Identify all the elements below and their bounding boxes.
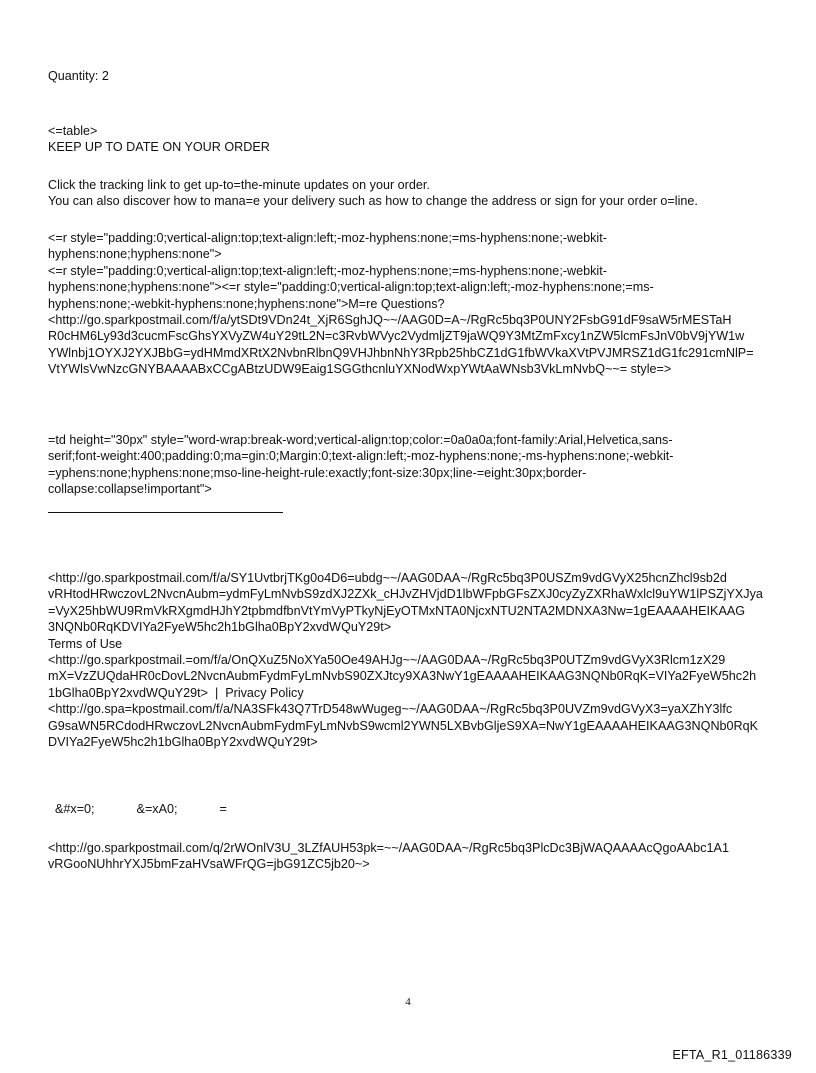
footer-links-block: <http://go.sparkpostmail.com/f/a/SY1UvtbrjTKg0o4D6=ubdg~~/AAG0DAA~/RgRc5bq3P0USZm9vdGVyX25hcnZhcl9sb2d vRHtodHRwczovL2NvcnAubm=ydmFyLmNvbS9zdXJ2ZXk_cHJvZHVjdD1lbWFpbGFsZXJ0cyZyZXRhaWxlcl9uYW1lPSZjYXJya =VyX25hbWU9RmVkRXgmdHJhY2tpbmdfbnVtYmVyPTkyNjEyOTMxNTA0NjcxNTU2NTA2MDNXA3Nw=1gEAAAAHEIKAAG 3NQNb0RqKDVIYa2FyeW5hc2h1bGlha0BpY2xvdWQuY29t> Terms of Use <http://go.sparkpostmail.=om/f/a/OnQXuZ5NoXYa50Oe49AHJg~~/AAG0DAA~/RgRc5bq3P0UTZm9vdGVyX3Rlcm1zX29 mX=VzZUQdaHR0cDovL2NvcnAubmFydmFyLmNvbS90ZXJtcy9XA3NwY1gEAAAAHEIKAAG3NQNb0RqK=VIYa2FyeW5hc2h 1bGlha0BpY2xvdWQuY29t> | Privacy Policy <http://go.spa=kpostmail.com/f/a/NA3SFk43Q7TrD548wWugeg~~/AAG0DAA~/RgRc5bq3P0UVZm9vdGVyX3=yaXZhY3lfc G9saWN5RCdodHRwczovL2NvcnAubmFydmFyLmNvbS9wcml2YWN5LXBvbGljeS9XA=NwY1gEAAAAHEIKAAG3NQNb0RqK DVIYa2FyeW5hc2h1bGlha0BpY2xvdWQuY29t> xyxy=(48,571,763,750)
bates-number: EFTA_R1_01186339 xyxy=(672,1048,792,1062)
td-markup-block: =td height="30px" style="word-wrap:break-word;vertical-align:top;color:=0a0a0a;font-family:Arial,Helvetica,sans- serif;font-weight:400;padding:0;ma=gin:0;Margin:0;text-align:left;-moz-hyphens:none;-ms-hyphens:none;-webkit- =yphens:none;hyphens:none;mso-line-height-rule:exactly;font-size:30px;line-=eight:30px;border- collapse:collapse!important"> xyxy=(48,433,674,497)
html-entities-line: &#x=0; &=xA0; = xyxy=(48,802,227,816)
horizontal-rule xyxy=(48,512,283,513)
table-heading: <=table> KEEP UP TO DATE ON YOUR ORDER xyxy=(48,124,270,155)
quantity-line: Quantity: 2 xyxy=(48,69,109,83)
unsubscribe-link: <http://go.sparkpostmail.com/q/2rWOnlV3U_3LZfAUH53pk=~~/AAG0DAA~/RgRc5bq3PlcDc3BjWAQAAAAcQgoAAbc1A1 vRGooNUhhrYXJ5bmFzaHVsaWFrQG=jbG91ZC5jb20~> xyxy=(48,841,729,872)
tracking-paragraph: Click the tracking link to get up-to=the-minute updates on your order. You can also discover how to mana=e your delivery such as how to change the address or sign for your order o=line. xyxy=(48,178,698,209)
style-markup-block: <=r style="padding:0;vertical-align:top;text-align:left;-moz-hyphens:none;=ms-hyphens:none;-webkit- hyphens:none;hyphens:none"> <=r style="padding:0;vertical-align:top;text-align:left;-moz-hyphens:none;=ms-hyphens:none;-webkit- hyphens:none;hyphens:none"><=r style="padding:0;vertical-align:top;text-align:left;-moz-hyphens:none;=ms- hyphens:none;-webkit-hyphens:none;hyphens:none">M=re Questions? <http://go.sparkpostmail.com/f/a/ytSDt9VDn24t_XjR6SghJQ~~/AAG0D=A~/RgRc5bq3P0UNY2FsbG91dF9saW5rMESTaH R0cHM6Ly93d3cucmFscGhsYXVyZW4uY29tL2N=c3RvbWVyc2VydmljZT9jaWQ9Y3MtZmFxcy1nZW5lcmFsJnV0bV9jYW1w YWlnbj1OYXJ2YXJBbG=ydHMmdXRtX2NvbnRlbnQ9VHJhbnNhY3Rpb25hbCZ1dG1fbWVkaXVtPVJMRSZ1dG1fc291cmNlP= VtYWlsVwNzcGNYBAAAABxCCgABtzUDW9Eaig1SGGthcnluYXNodWxpYWtAaWNsb3VkLmNvbQ~~= style=> xyxy=(48,231,754,377)
page-number: 4 xyxy=(405,996,411,1008)
